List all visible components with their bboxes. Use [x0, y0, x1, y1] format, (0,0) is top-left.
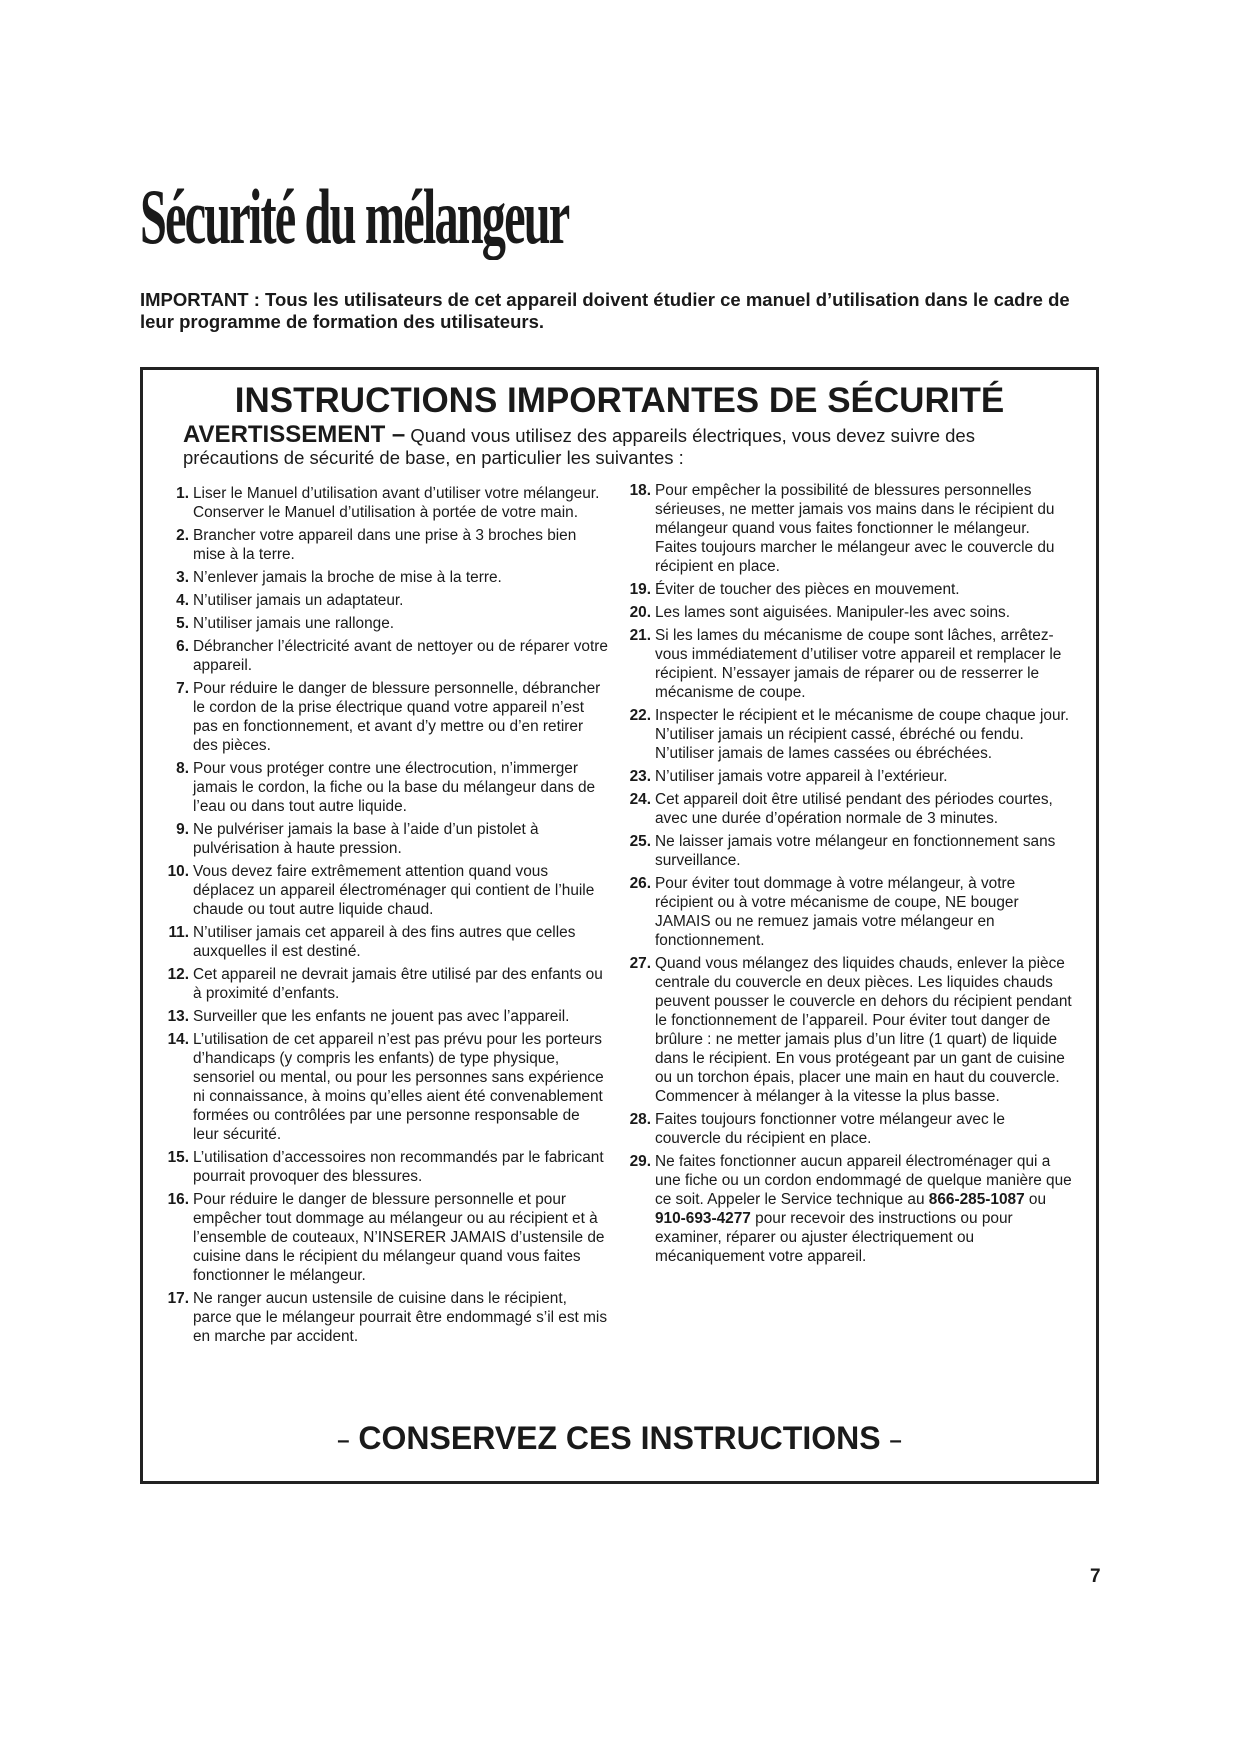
list-item: 14. L’utilisation de cet appareil n’est pas prévu pour les porteurs d’handicaps (y compris les enfants) de type physique, sensoriel ou mental, ou pour les personnes sans expérience ni connaissance, à moins qu’elles aient été convenablement formées ou contrôlées par une personne responsable de leur sécurité.: [167, 1031, 604, 1143]
list-item: 9. Ne pulvériser jamais la base à l’aide d’un pistolet à pulvérisation à haute pression.: [176, 821, 539, 857]
list-item: 27. Quand vous mélangez des liquides chauds, enlever la pièce centrale du couvercle en deux pièces. Les liquides chauds peuvent pousser le couvercle en dehors du récipient pendant le fonctionnement de l’appareil. Pour éviter tout danger de brûlure : ne metter jamais plus d’un litre (1 quart) de liquide dans le récipient. En vous protégeant par un gant de cuisine ou un torchon épais, placer une main en haut du couvercle. Commencer à mélanger à la vitesse la plus basse.: [629, 955, 1072, 1105]
box-heading: INSTRUCTIONS IMPORTANTES DE SÉCURITÉ: [234, 381, 1005, 420]
list-item: 11. N’utiliser jamais cet appareil à des fins autres que celles auxquelles il est destiné.: [168, 924, 576, 960]
list-item: 20. Les lames sont aiguisées. Manipuler-les avec soins.: [629, 604, 1011, 621]
warning-paragraph: [183, 421, 1063, 469]
list-item: 7. Pour réduire le danger de blessure personnelle, débrancher le cordon de la prise électrique quand votre appareil n’est pas en fonctionnement, et avant d’y mettre ou d’en retirer des pièces.: [176, 680, 601, 754]
warning-label: AVERTISSEMENT –: [183, 421, 406, 448]
list-item: 25. Ne laisser jamais votre mélangeur en fonctionnement sans surveillance.: [629, 833, 1056, 869]
list-item: 29. Ne faites fonctionner aucun appareil électroménager qui a une fiche ou un cordon endommagé de quelque manière que ce soit. Appeler le Service technique au 866-285-1087 ou 910-693-4277 pour recevoir des instructions ou pour examiner, réparer ou ajuster électriquement ou mécaniquement votre appareil.: [629, 1153, 1072, 1265]
list-item: 22. Inspecter le récipient et le mécanisme de coupe chaque jour. N’utiliser jamais un récipient cassé, ébréché ou fendu. N’utiliser jamais de lames cassées ou ébréchées.: [629, 707, 1070, 762]
list-item: 4. N’utiliser jamais un adaptateur.: [176, 592, 404, 609]
list-item: 15. L’utilisation d’accessoires non recommandés par le fabricant pourrait provoquer des blessures.: [167, 1149, 604, 1185]
list-item: 1. Liser le Manuel d’utilisation avant d’utiliser votre mélangeur. Conserver le Manuel d’utilisation à portée de votre main.: [176, 485, 600, 521]
list-item: 2. Brancher votre appareil dans une prise à 3 broches bien mise à la terre.: [176, 527, 577, 563]
list-item: 19. Éviter de toucher des pièces en mouvement.: [629, 581, 960, 598]
list-item: 16. Pour réduire le danger de blessure personnelle et pour empêcher tout dommage au mélangeur ou au récipient et à l’ensemble de couteaux, N’INSERER JAMAIS d’ustensile de cuisine dans le récipient du mélangeur quand vous faites fonctionner le mélangeur.: [167, 1191, 605, 1284]
save-instructions-footer: – CONSERVEZ CES INSTRUCTIONS –: [337, 1420, 902, 1456]
list-item: 21. Si les lames du mécanisme de coupe sont lâches, arrêtez-vous immédiatement d’utiliser votre appareil et remplacer le récipient. N’essayer jamais de réparer ou de resserrer le mécanisme de coupe.: [629, 627, 1062, 701]
important-notice: IMPORTANT : Tous les utilisateurs de cet appareil doivent étudier ce manuel d’utilisation dans le cadre de leur programme de formation des utilisateurs.: [140, 289, 1070, 332]
page-number: 7: [1090, 1566, 1101, 1587]
list-item: 8. Pour vous protéger contre une électrocution, n’immerger jamais le cordon, la fiche ou la base du mélangeur dans de l’eau ou dans tout autre liquide.: [176, 760, 596, 815]
instructions-right-column: [623, 481, 1072, 1270]
phone-number: 866-285-1087: [928, 1191, 1025, 1208]
list-item: 6. Débrancher l’électricité avant de nettoyer ou de réparer votre appareil.: [176, 638, 608, 674]
list-item: 26. Pour éviter tout dommage à votre mélangeur, à votre récipient ou à votre mécanisme de coupe, NE bouger JAMAIS ou ne remuez jamais votre mélangeur en fonctionnement.: [629, 875, 1019, 949]
list-item: 3. N’enlever jamais la broche de mise à la terre.: [176, 569, 502, 586]
list-item: 13. Surveiller que les enfants ne jouent pas avec l’appareil.: [167, 1008, 570, 1025]
phone-number: 910-693-4277: [655, 1210, 751, 1227]
list-item: 10. Vous devez faire extrêmement attention quand vous déplacez un appareil électroménager qui contient de l’huile chaude ou tout autre liquide chaud.: [167, 863, 595, 918]
list-item: 12. Cet appareil ne devrait jamais être utilisé par des enfants ou à proximité d’enfants.: [167, 966, 603, 1002]
page-title: Sécurité du mélangeur: [140, 173, 569, 260]
list-item: 24. Cet appareil doit être utilisé pendant des périodes courtes, avec une durée d’opération normale de 3 minutes.: [629, 791, 1053, 827]
list-item: 18. Pour empêcher la possibilité de blessures personnelles sérieuses, ne metter jamais vos mains dans le récipient du mélangeur quand vous faites fonctionner le mélangeur. Faites toujours marcher le mélangeur avec le couvercle du récipient en place.: [629, 482, 1055, 575]
list-item: 23. N’utiliser jamais votre appareil à l’extérieur.: [629, 768, 948, 785]
list-item: 28. Faites toujours fonctionner votre mélangeur avec le couvercle du récipient en place.: [629, 1111, 1005, 1147]
list-item: 5. N’utiliser jamais une rallonge.: [176, 615, 395, 632]
warning-text: Quand vous utilisez des appareils électriques, vous devez suivre des précautions de sécurité de base, en particulier les suivantes :: [183, 425, 975, 468]
safety-instructions-box: [140, 367, 1099, 1484]
list-item: 17. Ne ranger aucun ustensile de cuisine dans le récipient, parce que le mélangeur pourrait être endommagé s’il est mis en marche par accident.: [167, 1290, 608, 1345]
instructions-left-column: [161, 484, 609, 1350]
